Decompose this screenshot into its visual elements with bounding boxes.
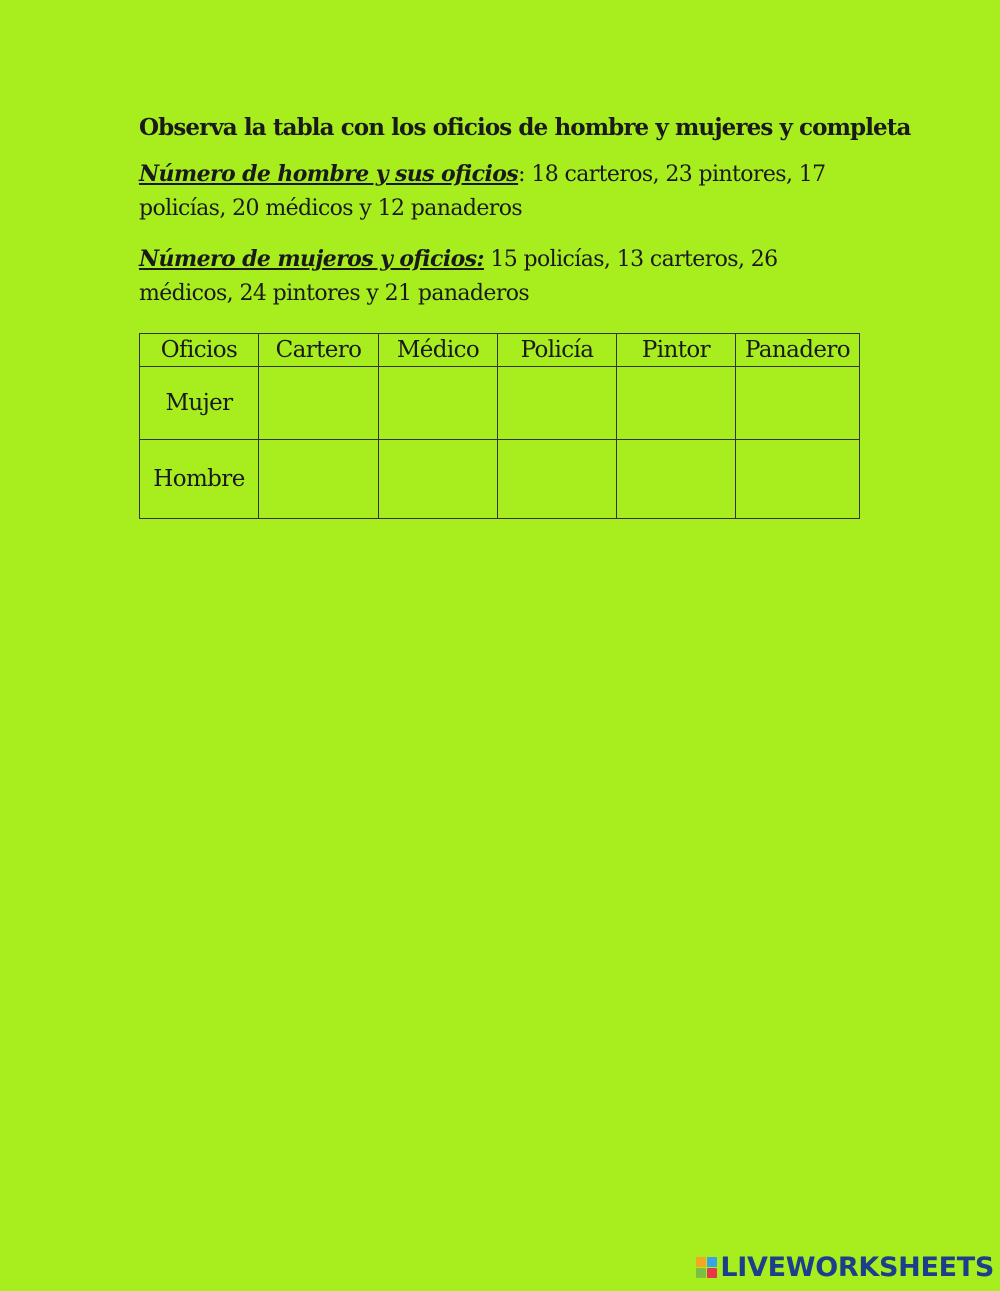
logo-tile-1 [696, 1257, 706, 1267]
instruction-heading: Observa la tabla con los oficios de hombre y mujeres y completa [139, 114, 911, 141]
answer-mujer-panadero[interactable] [736, 367, 860, 440]
answer-hombre-pintor[interactable] [617, 440, 736, 519]
header-pintor: Pintor [617, 334, 736, 367]
answer-mujer-cartero[interactable] [259, 367, 379, 440]
logo-tile-2 [707, 1257, 717, 1267]
table-row-hombre [140, 440, 860, 519]
men-jobs-text: : 18 carteros, 23 pintores, 17 policías, 20 médicos y 12 panaderos [139, 162, 826, 221]
women-jobs-label: Número de mujeros y oficios: [139, 246, 484, 272]
table-row-mujer [140, 367, 860, 440]
answer-hombre-medico[interactable] [379, 440, 498, 519]
answer-mujer-policia[interactable] [498, 367, 617, 440]
worksheet-text [139, 114, 911, 327]
women-jobs-text: 15 policías, 13 carteros, 26 médicos, 24 pintores y 21 panaderos [139, 247, 778, 306]
jobs-table [139, 333, 860, 519]
logo-tile-4 [707, 1268, 717, 1278]
answer-mujer-pintor[interactable] [617, 367, 736, 440]
header-medico: Médico [379, 334, 498, 367]
answer-hombre-cartero[interactable] [259, 440, 379, 519]
men-jobs-paragraph [139, 157, 859, 226]
header-cartero: Cartero [259, 334, 379, 367]
table-header-row [140, 334, 860, 367]
header-panadero: Panadero [736, 334, 860, 367]
row-label-hombre: Hombre [140, 440, 259, 519]
brand-name: LIVEWORKSHEETS [720, 1252, 994, 1283]
logo-tile-3 [696, 1268, 706, 1278]
header-oficios: Oficios [140, 334, 259, 367]
women-jobs-paragraph [139, 242, 859, 311]
header-policia: Policía [498, 334, 617, 367]
liveworksheets-brand [696, 1252, 994, 1283]
answer-hombre-policia[interactable] [498, 440, 617, 519]
answer-mujer-medico[interactable] [379, 367, 498, 440]
men-jobs-label: Número de hombre y sus oficios [139, 161, 519, 187]
answer-hombre-panadero[interactable] [736, 440, 860, 519]
row-label-mujer: Mujer [140, 367, 259, 440]
liveworksheets-logo-icon [696, 1257, 717, 1278]
